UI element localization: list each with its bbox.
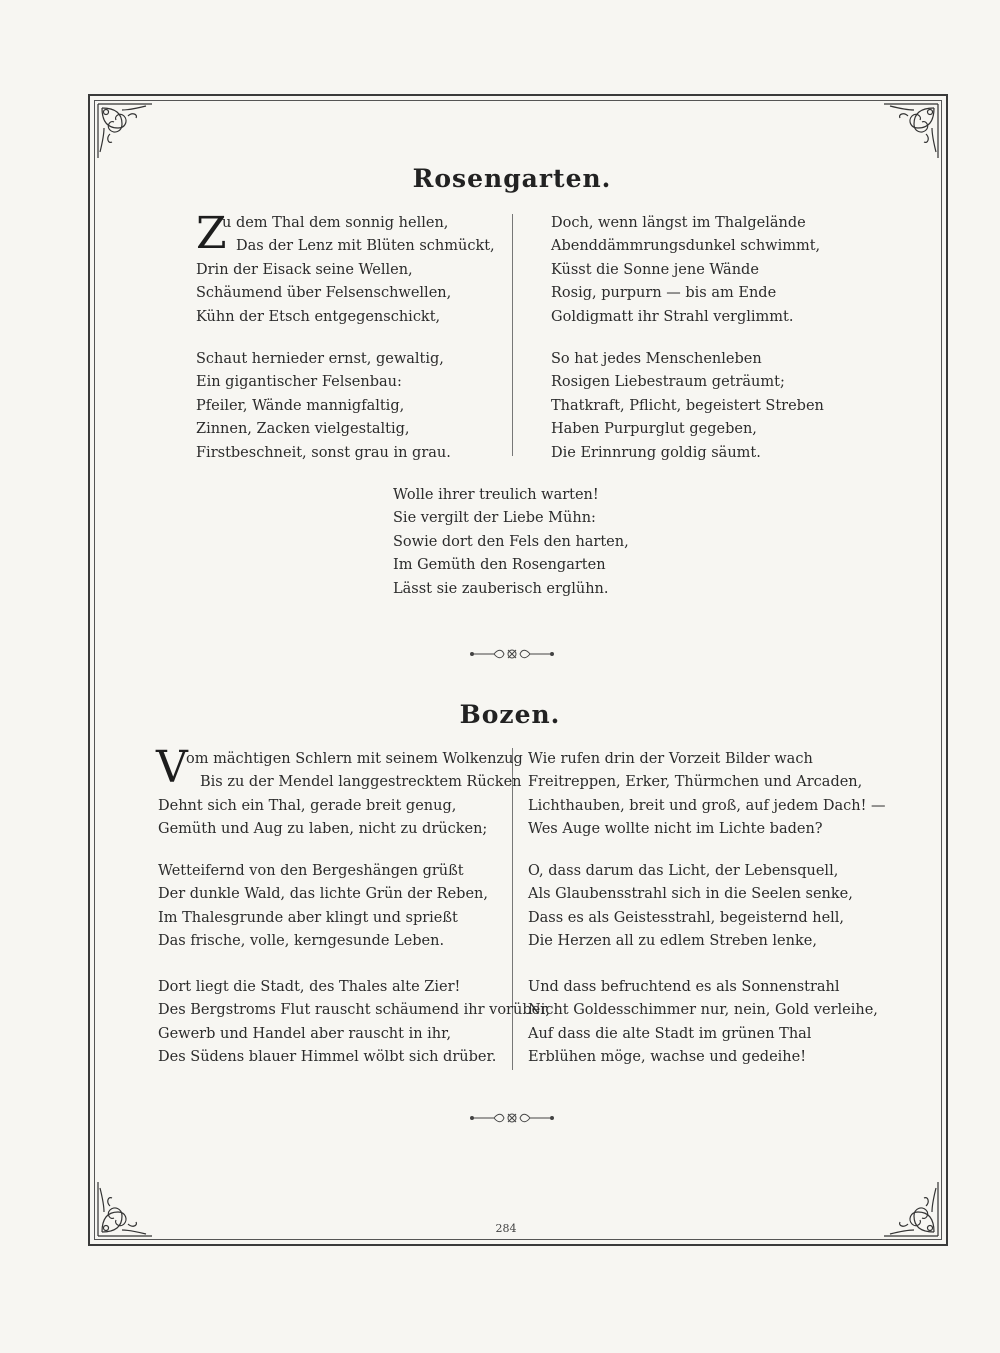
verse-line: Die Herzen all zu edlem Streben lenke, [528,933,817,950]
verse-line: Wetteifernd von den Bergeshängen grüßt [158,863,464,879]
stanza-bozen-left-3 [158,976,550,1070]
poem-title-bozen: Bozen. [459,700,561,729]
verse-line: Der dunkle Wald, das lichte Grün der Reben, [158,886,488,903]
corner-ornament-top-left [94,100,156,162]
stanza-bozen-left-1 [156,742,523,842]
verse-line: Haben Purpurglut gegeben, [551,421,757,438]
verse-line: Goldigmatt ihr Strahl verglimmt. [551,308,794,325]
stanza-rosengarten-left-1 [196,208,495,329]
verse-line: Und dass befruchtend es als Sonnenstrahl [528,979,840,995]
verse-line: Zinnen, Zacken vielgestaltig, [196,421,410,438]
corner-ornament-bottom-right [880,1178,942,1240]
column-divider [512,214,513,456]
verse-line: Dass es als Geistesstrahl, begeisternd hell, [528,909,845,926]
verse-line: Lässt sie zauberisch erglühn. [393,580,609,597]
verse-line: Dehnt sich ein Thal, gerade breit genug, [158,797,457,814]
verse-line: om mächtigen Schlern mit seinem Wolkenzug [186,751,523,767]
verse-line: Doch, wenn längst im Thalgelände [551,215,806,231]
verse-line: Rosigen Liebestraum geträumt; [551,374,785,391]
verse-line: Gemüth und Aug zu laben, nicht zu drücken; [158,821,488,838]
verse-line: Thatkraft, Pflicht, begeistert Streben [551,397,824,414]
verse-line: Schäumend über Felsenschwellen, [196,285,452,302]
verse-line: Lichthauben, breit und groß, auf jedem Dach! — [528,797,886,814]
verse-line: Sie vergilt der Liebe Mühn: [393,510,596,527]
dropcap-bozen: V [156,742,188,793]
verse-line: Im Gemüth den Rosengarten [393,557,606,574]
verse-line: Gewerb und Handel aber rauscht in ihr, [158,1025,452,1042]
verse-line: Abenddämmrungsdunkel schwimmt, [551,238,821,255]
verse-line: Als Glaubensstrahl sich in die Seelen senke, [528,886,853,903]
stanza-bozen-right-1 [528,748,886,842]
corner-ornament-top-right [880,100,942,162]
section-divider-ornament [470,1111,554,1125]
page-number: 284 [495,1222,517,1235]
verse-line: Drin der Eisack seine Wellen, [196,261,413,278]
verse-line: Firstbeschneit, sonst grau in grau. [196,444,451,461]
verse-line: Des Bergstroms Flut rauscht schäumend ihr vorüber, [158,1002,551,1019]
verse-line: O, dass darum das Licht, der Lebensquell, [528,863,839,879]
verse-line: Erblühen möge, wachse und gedeihe! [528,1049,807,1066]
verse-line: Nicht Goldesschimmer nur, nein, Gold verleihe, [528,1002,878,1019]
stanza-rosengarten-right-2 [551,348,824,465]
verse-line: Rosig, purpurn — bis am Ende [551,285,777,302]
stanza-bozen-right-2 [528,860,853,954]
verse-line: Auf dass die alte Stadt im grünen Thal [528,1025,812,1042]
verse-line: Wes Auge wollte nicht im Lichte baden? [528,821,823,838]
stanza-bozen-right-3 [528,976,878,1070]
verse-line: u dem Thal dem sonnig hellen, [222,215,449,231]
stanza-rosengarten-right-1 [551,212,820,329]
verse-line: Des Südens blauer Himmel wölbt sich drüber. [158,1049,497,1066]
section-divider-ornament [470,647,554,661]
verse-line: Freitreppen, Erker, Thürmchen und Arcaden, [528,774,863,791]
stanza-rosengarten-final [393,484,629,601]
verse-line: Sowie dort den Fels den harten, [393,533,629,550]
stanza-bozen-left-2 [158,860,488,954]
verse-line: Ein gigantischer Felsenbau: [196,374,402,391]
verse-line: Bis zu der Mendel langgestrecktem Rücken [200,774,522,791]
verse-line: Die Erinnrung goldig säumt. [551,444,761,461]
verse-line: Wolle ihrer treulich warten! [393,487,599,503]
dropcap-rosengarten: Z [196,208,227,259]
verse-line: Das der Lenz mit Blüten schmückt, [236,238,495,255]
verse-line: Küsst die Sonne jene Wände [551,261,759,278]
stanza-rosengarten-left-2 [196,348,451,465]
verse-line: Wie rufen drin der Vorzeit Bilder wach [528,751,813,767]
verse-line: Dort liegt die Stadt, des Thales alte Zier! [158,979,461,995]
verse-line: So hat jedes Menschenleben [551,351,762,367]
verse-line: Das frische, volle, kerngesunde Leben. [158,933,445,950]
corner-ornament-bottom-left [94,1178,156,1240]
verse-line: Kühn der Etsch entgegenschickt, [196,308,441,325]
poem-title-rosengarten: Rosengarten. [412,164,612,193]
verse-line: Im Thalesgrunde aber klingt und sprießt [158,909,458,926]
verse-line: Pfeiler, Wände mannigfaltig, [196,397,405,414]
verse-line: Schaut hernieder ernst, gewaltig, [196,351,444,367]
